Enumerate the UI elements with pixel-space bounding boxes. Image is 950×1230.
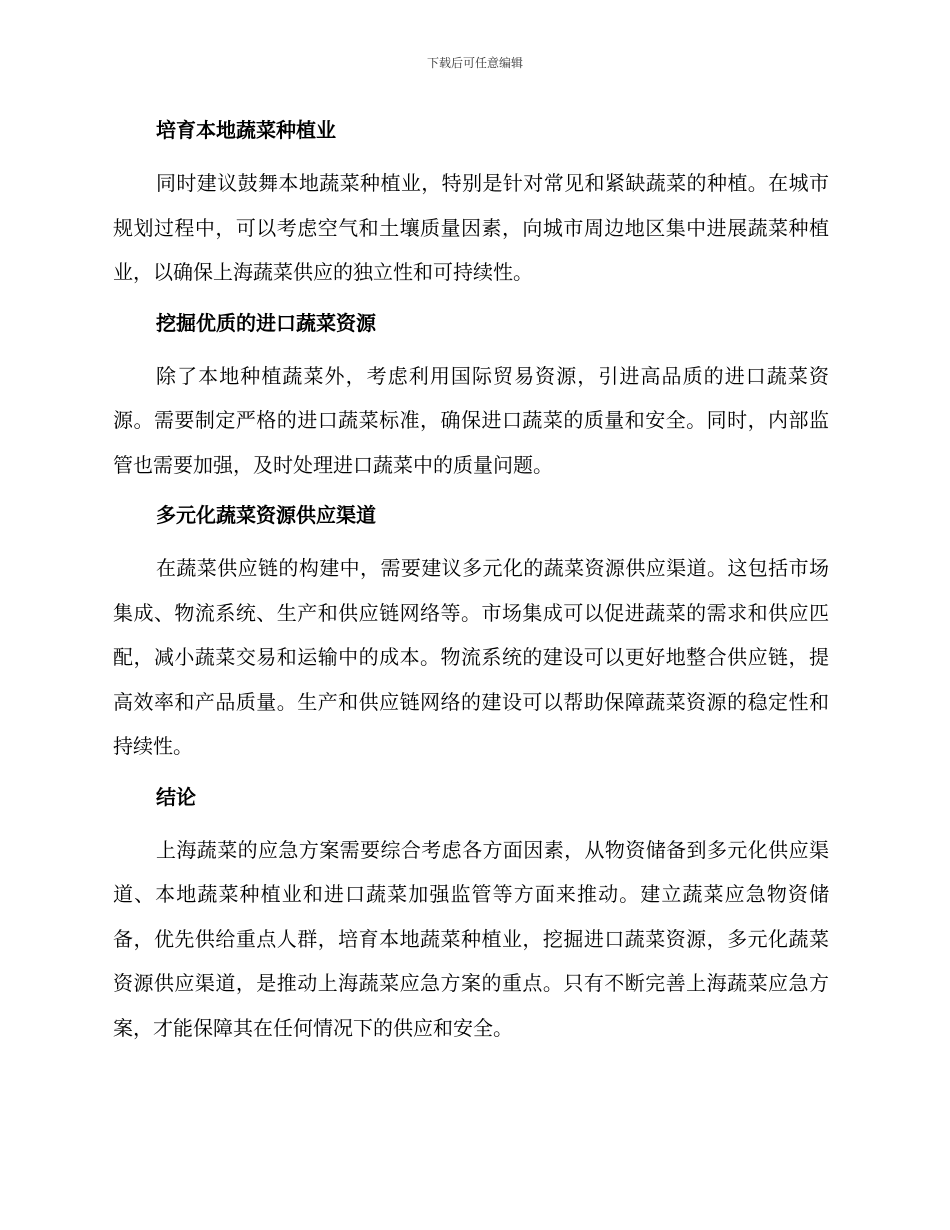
section-heading-supply-channels: 多元化蔬菜资源供应渠道 [156,503,376,527]
section-paragraph-supply-channels: 在蔬菜供应链的构建中，需要建议多元化的蔬菜资源供应渠道。这包括市场集成、物流系统、生产和供应链网络等。市场集成可以促进蔬菜的需求和供应匹配，减小蔬菜交易和运输中的成本。物流系统的建设可以更好地整合供应链，提高效率和产品质量。生产和供应链网络的建设可以帮助保障蔬菜资源的稳定性和持续性。 [113,556,829,758]
page-header: 下载后可任意编辑 [426,56,523,70]
section-paragraph-conclusion: 上海蔬菜的应急方案需要综合考虑各方面因素，从物资储备到多元化供应渠道、本地蔬菜种植业和进口蔬菜加强监管等方面来推动。建立蔬菜应急物资储备，优先供给重点人群，培育本地蔬菜种植业，挖掘进口蔬菜资源，多元化蔬菜资源供应渠道，是推动上海蔬菜应急方案的重点。只有不断完善上海蔬菜应急方案，才能保障其在任何情况下的供应和安全。 [113,837,829,1040]
section-heading-conclusion: 结论 [156,784,196,809]
section-paragraph-imported-vegetables: 除了本地种植蔬菜外，考虑利用国际贸易资源，引进高品质的进口蔬菜资源。需要制定严格的进口蔬菜标准，确保进口蔬菜的质量和安全。同时，内部监管也需要加强，及时处理进口蔬菜中的质量问题。 [113,363,829,477]
section-paragraph-local-planting: 同时建议鼓舞本地蔬菜种植业，特别是针对常见和紧缺蔬菜的种植。在城市规划过程中，可以考虑空气和土壤质量因素，向城市周边地区集中进展蔬菜种植业，以确保上海蔬菜供应的独立性和可持续性。 [113,171,829,284]
document-body [113,114,829,1050]
section-heading-local-planting: 培育本地蔬菜种植业 [156,118,336,142]
section-heading-imported-vegetables: 挖掘优质的进口蔬菜资源 [156,310,376,335]
